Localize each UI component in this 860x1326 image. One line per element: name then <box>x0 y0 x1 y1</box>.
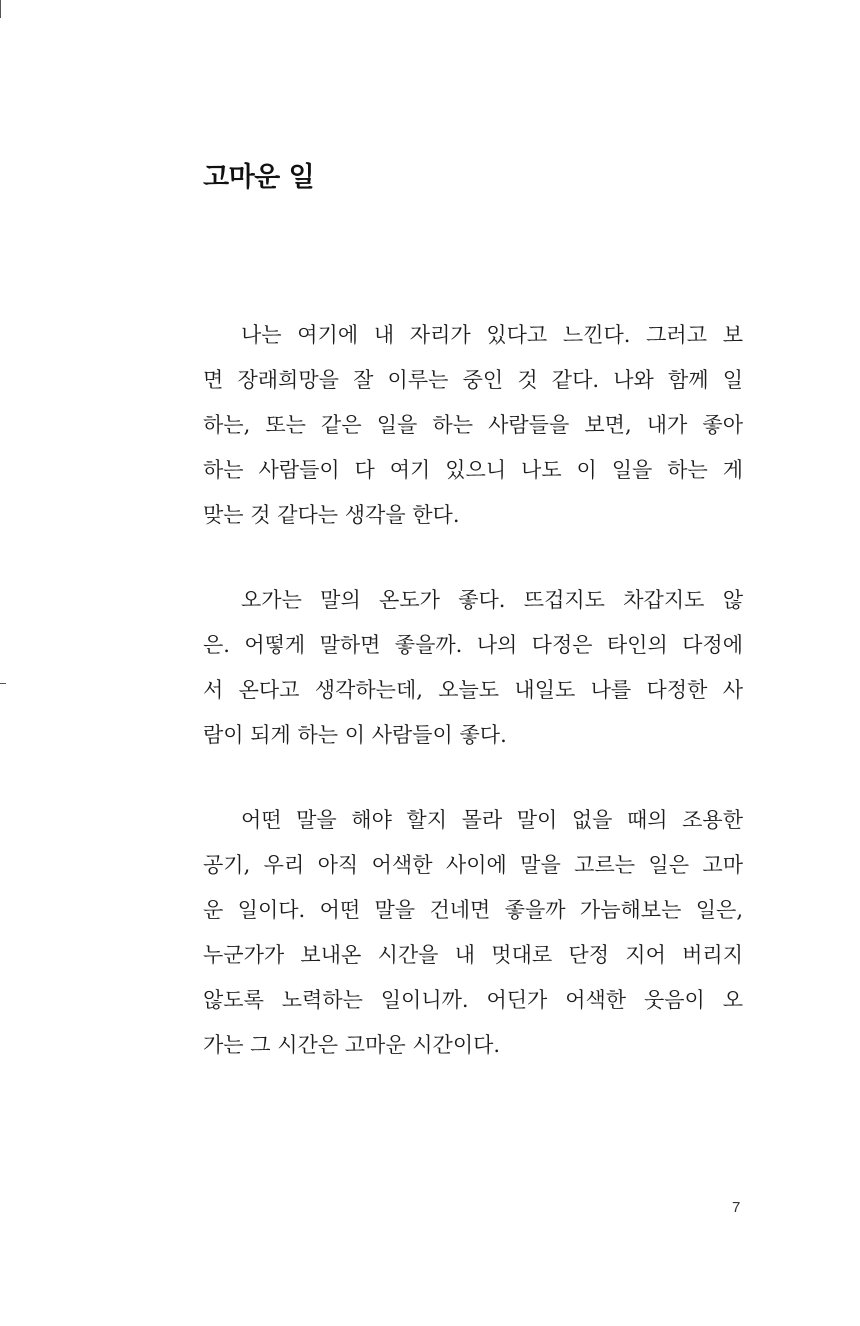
text-line: 공기, 우리 아직 어색한 사이에 말을 고르는 일은 고마 <box>203 853 743 877</box>
crop-mark-top <box>0 0 1 18</box>
text-line: 서 온다고 생각하는데, 오늘도 내일도 나를 다정한 사 <box>203 678 743 702</box>
text-line: 가는 그 시간은 고마운 시간이다. <box>203 1033 501 1057</box>
page-number: 7 <box>732 1199 741 1216</box>
page-title: 고마운 일 <box>203 162 315 193</box>
text-line: 하는, 또는 같은 일을 하는 사람들을 보면, 내가 좋아 <box>203 413 743 437</box>
text-line: 어떤 말을 해야 할지 몰라 말이 없을 때의 조용한 <box>241 808 743 832</box>
crop-mark-middle <box>0 683 6 684</box>
text-line: 맞는 것 같다는 생각을 한다. <box>203 503 460 527</box>
text-line: 면 장래희망을 잘 이루는 중인 것 같다. 나와 함께 일 <box>203 368 743 392</box>
paragraph-1 <box>203 313 743 538</box>
paragraph-3 <box>203 798 743 1068</box>
text-line: 하는 사람들이 다 여기 있으니 나도 이 일을 하는 게 <box>203 458 743 482</box>
body-text <box>203 313 743 1108</box>
text-line: 않도록 노력하는 일이니까. 어딘가 어색한 웃음이 오 <box>203 988 743 1012</box>
text-line: 운 일이다. 어떤 말을 건네면 좋을까 가늠해보는 일은, <box>203 898 743 922</box>
text-line: 누군가가 보내온 시간을 내 멋대로 단정 지어 버리지 <box>203 943 743 967</box>
paragraph-2 <box>203 578 743 758</box>
text-line: 람이 되게 하는 이 사람들이 좋다. <box>203 723 507 747</box>
text-line: 오가는 말의 온도가 좋다. 뜨겁지도 차갑지도 않 <box>241 588 743 612</box>
text-line: 은. 어떻게 말하면 좋을까. 나의 다정은 타인의 다정에 <box>203 633 743 657</box>
text-line: 나는 여기에 내 자리가 있다고 느낀다. 그러고 보 <box>241 323 743 347</box>
